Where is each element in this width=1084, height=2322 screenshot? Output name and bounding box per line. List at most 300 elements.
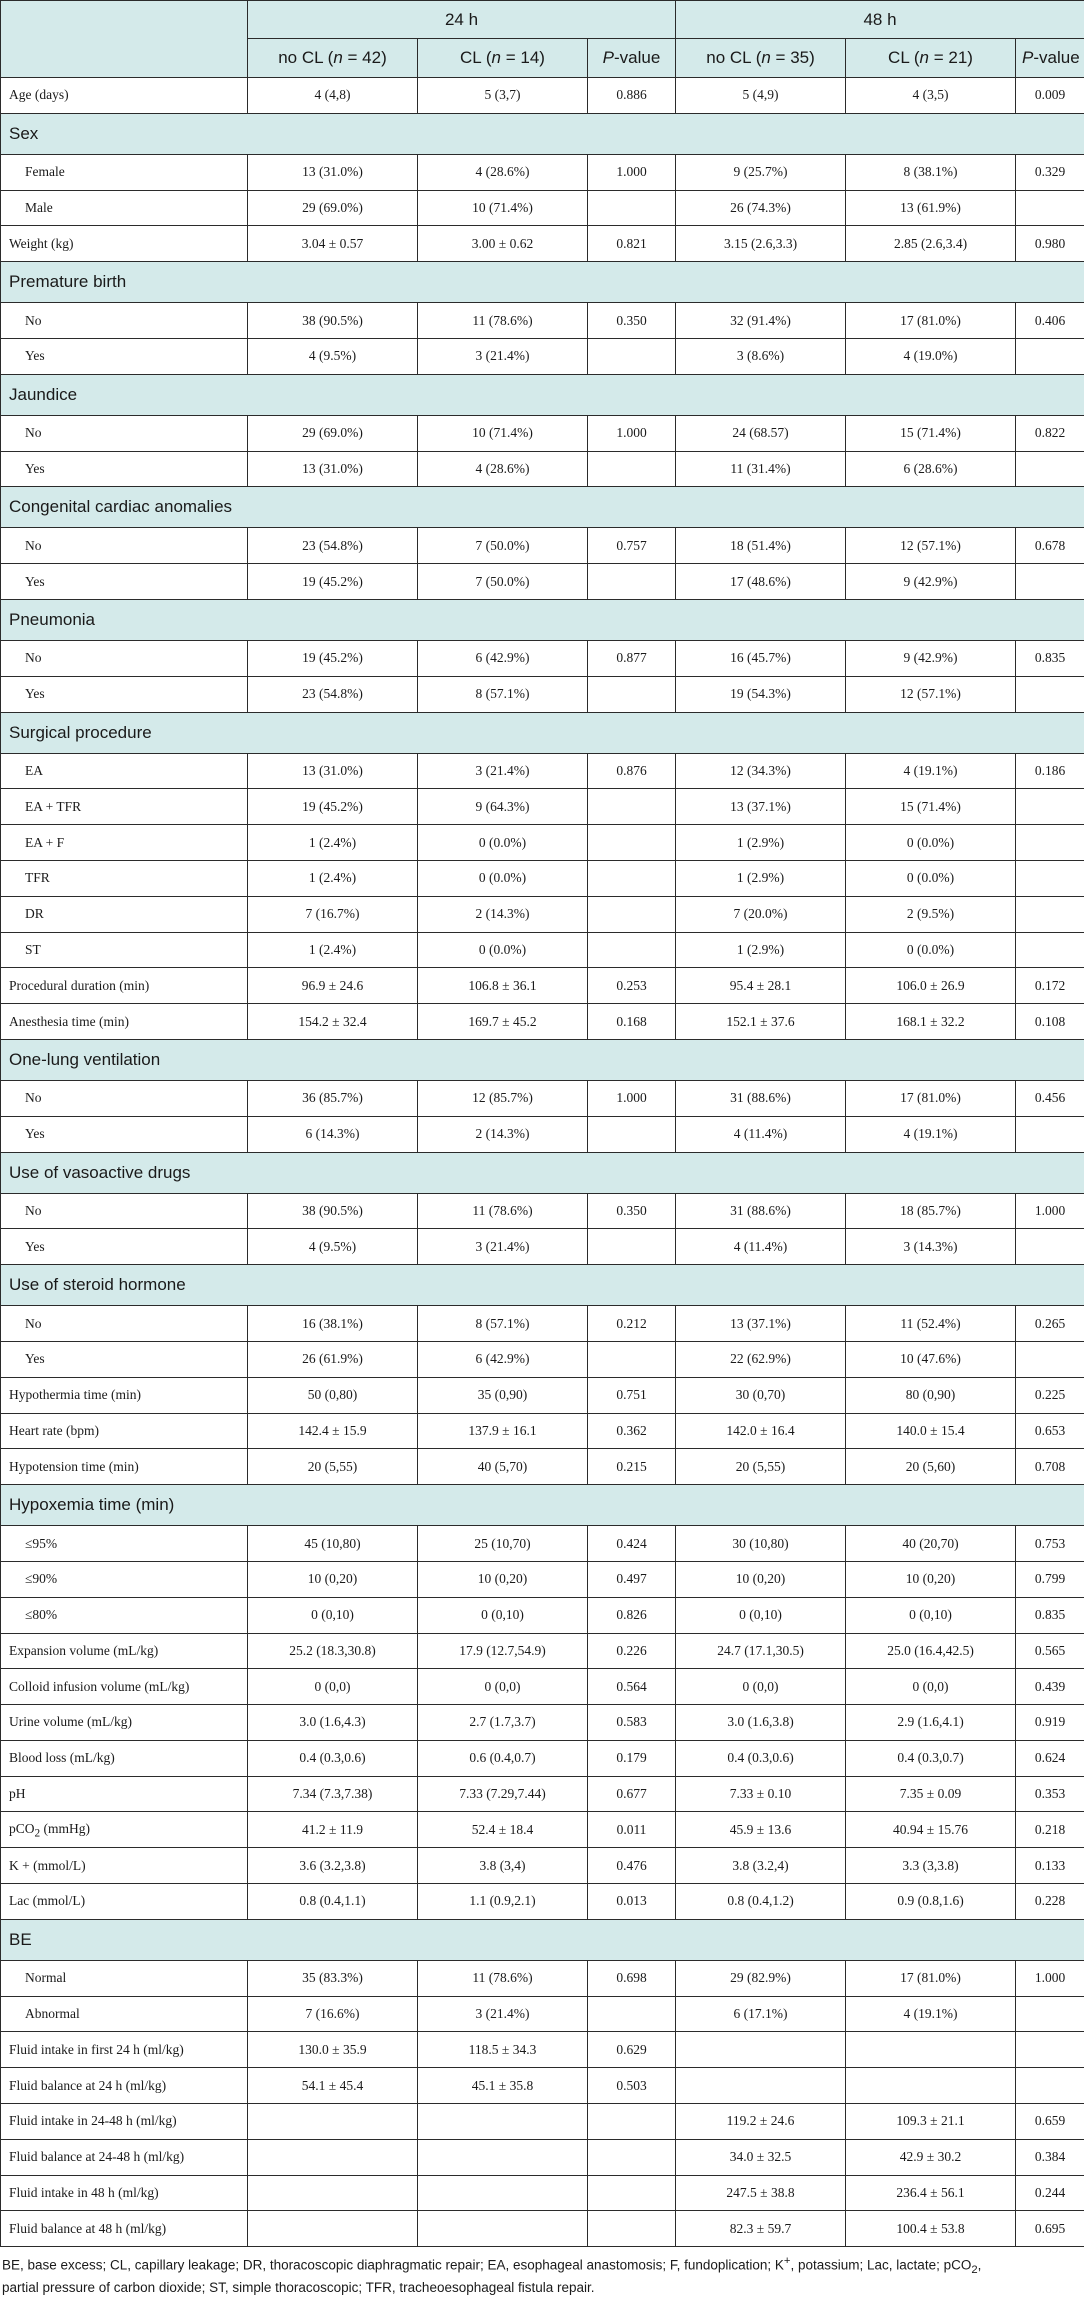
cell-value: 6 (17.1%) bbox=[676, 1996, 846, 2032]
cell-value: 7.33 (7.29,7.44) bbox=[418, 1776, 588, 1812]
row-label: Fluid intake in 48 h (ml/kg) bbox=[1, 2175, 248, 2211]
cell-value: 17 (81.0%) bbox=[846, 303, 1016, 339]
table-row bbox=[1, 1341, 1084, 1377]
table-row bbox=[1, 564, 1084, 600]
cell-value: 0.350 bbox=[588, 1193, 676, 1229]
cell-value bbox=[588, 2139, 676, 2175]
header-corner-cell bbox=[1, 1, 248, 78]
cell-value: 29 (69.0%) bbox=[248, 415, 418, 451]
cell-value: 2 (14.3%) bbox=[418, 1116, 588, 1152]
table-body bbox=[1, 78, 1084, 2247]
row-label: Hypotension time (min) bbox=[1, 1449, 248, 1485]
cell-value: 18 (85.7%) bbox=[846, 1193, 1016, 1229]
row-label: No bbox=[1, 415, 248, 451]
cell-value bbox=[588, 860, 676, 896]
cell-value: 1 (2.9%) bbox=[676, 860, 846, 896]
cell-value: 142.0 ± 16.4 bbox=[676, 1413, 846, 1449]
cell-value: 13 (61.9%) bbox=[846, 190, 1016, 226]
cell-value: 24 (68.57) bbox=[676, 415, 846, 451]
cell-value bbox=[846, 2032, 1016, 2068]
table-row bbox=[1, 1116, 1084, 1152]
cell-value: 8 (57.1%) bbox=[418, 676, 588, 712]
row-label: Female bbox=[1, 154, 248, 190]
cell-value: 0.228 bbox=[1016, 1884, 1084, 1920]
cell-value bbox=[1016, 1996, 1084, 2032]
cell-value: 23 (54.8%) bbox=[248, 528, 418, 564]
footnote-part-c: , bbox=[977, 2257, 982, 2273]
cell-value: 3 (21.4%) bbox=[418, 338, 588, 374]
footnote-sub: 2 bbox=[971, 2264, 978, 2277]
cell-value: 35 (0,90) bbox=[418, 1377, 588, 1413]
row-label: Expansion volume (mL/kg) bbox=[1, 1633, 248, 1669]
cell-value: 3 (21.4%) bbox=[418, 1996, 588, 2032]
cell-value: 16 (38.1%) bbox=[248, 1306, 418, 1342]
cell-value: 0.8 (0.4,1.2) bbox=[676, 1884, 846, 1920]
header-col-italic: n bbox=[491, 48, 501, 67]
cell-value bbox=[676, 2032, 846, 2068]
row-label: Lac (mmol/L) bbox=[1, 1884, 248, 1920]
cell-value: 4 (9.5%) bbox=[248, 338, 418, 374]
table-row bbox=[1, 2175, 1084, 2211]
row-label: No bbox=[1, 528, 248, 564]
cell-value: 13 (31.0%) bbox=[248, 753, 418, 789]
cell-value: 7.35 ± 0.09 bbox=[846, 1776, 1016, 1812]
cell-value: 40 (20,70) bbox=[846, 1526, 1016, 1562]
cell-value bbox=[418, 2175, 588, 2211]
cell-value: 0 (0.0%) bbox=[846, 825, 1016, 861]
cell-value: 3 (21.4%) bbox=[418, 1229, 588, 1265]
header-col-3 bbox=[676, 39, 846, 78]
cell-value: 0.677 bbox=[588, 1776, 676, 1812]
cell-value: 4 (19.1%) bbox=[846, 753, 1016, 789]
row-label: EA + TFR bbox=[1, 789, 248, 825]
cell-value: 2.7 (1.7,3.7) bbox=[418, 1705, 588, 1741]
cell-value: 106.0 ± 26.9 bbox=[846, 968, 1016, 1004]
row-label: No bbox=[1, 303, 248, 339]
table-row bbox=[1, 1561, 1084, 1597]
cell-value: 9 (42.9%) bbox=[846, 640, 1016, 676]
cell-value: 0.826 bbox=[588, 1597, 676, 1633]
cell-value: 10 (0,20) bbox=[676, 1561, 846, 1597]
cell-value: 0.503 bbox=[588, 2068, 676, 2104]
cell-value: 1 (2.4%) bbox=[248, 825, 418, 861]
row-label-text: pCO bbox=[9, 1820, 35, 1836]
cell-value: 11 (78.6%) bbox=[418, 1193, 588, 1229]
cell-value: 0 (0.0%) bbox=[418, 860, 588, 896]
cell-value: 4 (4,8) bbox=[248, 78, 418, 114]
cell-value: 0.168 bbox=[588, 1004, 676, 1040]
cell-value: 4 (28.6%) bbox=[418, 154, 588, 190]
section-label: Jaundice bbox=[1, 374, 1084, 415]
cell-value bbox=[1016, 1116, 1084, 1152]
row-label: Yes bbox=[1, 1229, 248, 1265]
cell-value: 0.757 bbox=[588, 528, 676, 564]
cell-value: 4 (19.1%) bbox=[846, 1996, 1016, 2032]
cell-value: 0.439 bbox=[1016, 1669, 1084, 1705]
row-label: No bbox=[1, 1193, 248, 1229]
section-row bbox=[1, 374, 1084, 415]
cell-value bbox=[1016, 825, 1084, 861]
table-row bbox=[1, 451, 1084, 487]
cell-value: 7 (50.0%) bbox=[418, 564, 588, 600]
table-row bbox=[1, 1449, 1084, 1485]
cell-value: 0.4 (0.3,0.6) bbox=[248, 1740, 418, 1776]
cell-value: 106.8 ± 36.1 bbox=[418, 968, 588, 1004]
header-col-pre: no CL ( bbox=[706, 48, 762, 67]
cell-value bbox=[418, 2139, 588, 2175]
table-row bbox=[1, 1960, 1084, 1996]
cell-value bbox=[1016, 2068, 1084, 2104]
cell-value: 19 (45.2%) bbox=[248, 789, 418, 825]
header-col-post: = 21) bbox=[929, 48, 973, 67]
header-col-5 bbox=[1016, 39, 1084, 78]
section-row bbox=[1, 1152, 1084, 1193]
cell-value: 0.013 bbox=[588, 1884, 676, 1920]
cell-value: 0.708 bbox=[1016, 1449, 1084, 1485]
cell-value: 29 (69.0%) bbox=[248, 190, 418, 226]
row-label: Fluid balance at 24-48 h (ml/kg) bbox=[1, 2139, 248, 2175]
cell-value: 0.179 bbox=[588, 1740, 676, 1776]
table-row bbox=[1, 2211, 1084, 2247]
cell-value: 0.226 bbox=[588, 1633, 676, 1669]
header-col-pre: CL ( bbox=[460, 48, 492, 67]
cell-value: 9 (42.9%) bbox=[846, 564, 1016, 600]
cell-value: 40.94 ± 15.76 bbox=[846, 1812, 1016, 1848]
cell-value: 1.000 bbox=[588, 154, 676, 190]
row-label: Hypothermia time (min) bbox=[1, 1377, 248, 1413]
cell-value: 10 (71.4%) bbox=[418, 190, 588, 226]
cell-value: 0.172 bbox=[1016, 968, 1084, 1004]
section-label: Sex bbox=[1, 113, 1084, 154]
cell-value: 3.00 ± 0.62 bbox=[418, 226, 588, 262]
cell-value: 0 (0,0) bbox=[418, 1669, 588, 1705]
row-label: No bbox=[1, 1306, 248, 1342]
cell-value bbox=[588, 825, 676, 861]
table-row bbox=[1, 1597, 1084, 1633]
cell-value bbox=[1016, 564, 1084, 600]
cell-value: 26 (74.3%) bbox=[676, 190, 846, 226]
row-label: EA bbox=[1, 753, 248, 789]
section-label: Use of vasoactive drugs bbox=[1, 1152, 1084, 1193]
cell-value: 1 (2.4%) bbox=[248, 860, 418, 896]
table-row bbox=[1, 1776, 1084, 1812]
cell-value: 12 (85.7%) bbox=[418, 1080, 588, 1116]
header-col-italic: n bbox=[919, 48, 930, 67]
cell-value bbox=[248, 2175, 418, 2211]
cell-value: 7 (50.0%) bbox=[418, 528, 588, 564]
header-col-2 bbox=[588, 39, 676, 78]
cell-value: 35 (83.3%) bbox=[248, 1960, 418, 1996]
cell-value: 42.9 ± 30.2 bbox=[846, 2139, 1016, 2175]
cell-value: 11 (78.6%) bbox=[418, 303, 588, 339]
cell-value: 10 (0,20) bbox=[248, 1561, 418, 1597]
cell-value: 0.8 (0.4,1.1) bbox=[248, 1884, 418, 1920]
cell-value: 0.497 bbox=[588, 1561, 676, 1597]
row-label: pH bbox=[1, 1776, 248, 1812]
row-label: Yes bbox=[1, 1116, 248, 1152]
section-row bbox=[1, 1485, 1084, 1526]
cell-value: 3.3 (3,3.8) bbox=[846, 1848, 1016, 1884]
row-label: Normal bbox=[1, 1960, 248, 1996]
cell-value: 0.244 bbox=[1016, 2175, 1084, 2211]
cell-value: 8 (38.1%) bbox=[846, 154, 1016, 190]
cell-value: 0.350 bbox=[588, 303, 676, 339]
cell-value: 152.1 ± 37.6 bbox=[676, 1004, 846, 1040]
cell-value: 4 (11.4%) bbox=[676, 1229, 846, 1265]
cell-value: 0.629 bbox=[588, 2032, 676, 2068]
section-row bbox=[1, 1919, 1084, 1960]
cell-value bbox=[846, 2068, 1016, 2104]
cell-value: 34.0 ± 32.5 bbox=[676, 2139, 846, 2175]
cell-value bbox=[1016, 1341, 1084, 1377]
cell-value: 45.1 ± 35.8 bbox=[418, 2068, 588, 2104]
cell-value: 7.33 ± 0.10 bbox=[676, 1776, 846, 1812]
cell-value: 52.4 ± 18.4 bbox=[418, 1812, 588, 1848]
table-row bbox=[1, 1193, 1084, 1229]
row-label: Yes bbox=[1, 1341, 248, 1377]
table-row bbox=[1, 789, 1084, 825]
cell-value bbox=[588, 564, 676, 600]
cell-value: 0.822 bbox=[1016, 415, 1084, 451]
cell-value: 0.835 bbox=[1016, 640, 1084, 676]
table-row bbox=[1, 1413, 1084, 1449]
cell-value: 3.04 ± 0.57 bbox=[248, 226, 418, 262]
cell-value: 7 (16.7%) bbox=[248, 896, 418, 932]
cell-value: 17 (81.0%) bbox=[846, 1080, 1016, 1116]
cell-value: 12 (57.1%) bbox=[846, 676, 1016, 712]
cell-value: 0.698 bbox=[588, 1960, 676, 1996]
cell-value: 0.225 bbox=[1016, 1377, 1084, 1413]
section-row bbox=[1, 1265, 1084, 1306]
row-label: DR bbox=[1, 896, 248, 932]
cell-value: 0 (0,10) bbox=[418, 1597, 588, 1633]
cell-value: 0.212 bbox=[588, 1306, 676, 1342]
cell-value: 19 (45.2%) bbox=[248, 640, 418, 676]
cell-value bbox=[248, 2139, 418, 2175]
cell-value: 17 (48.6%) bbox=[676, 564, 846, 600]
header-col-italic: n bbox=[761, 48, 771, 67]
cell-value: 140.0 ± 15.4 bbox=[846, 1413, 1016, 1449]
cell-value: 31 (88.6%) bbox=[676, 1193, 846, 1229]
cell-value: 0 (0,0) bbox=[676, 1669, 846, 1705]
cell-value: 95.4 ± 28.1 bbox=[676, 968, 846, 1004]
cell-value: 236.4 ± 56.1 bbox=[846, 2175, 1016, 2211]
cell-value: 0.353 bbox=[1016, 1776, 1084, 1812]
row-label: ST bbox=[1, 932, 248, 968]
cell-value: 0.011 bbox=[588, 1812, 676, 1848]
cell-value: 109.3 ± 21.1 bbox=[846, 2104, 1016, 2140]
row-label: No bbox=[1, 640, 248, 676]
section-label: Surgical procedure bbox=[1, 712, 1084, 753]
cell-value bbox=[1016, 2032, 1084, 2068]
cell-value: 31 (88.6%) bbox=[676, 1080, 846, 1116]
cell-value bbox=[588, 2104, 676, 2140]
table-row bbox=[1, 2139, 1084, 2175]
cell-value: 3 (21.4%) bbox=[418, 753, 588, 789]
table-row bbox=[1, 1080, 1084, 1116]
table-row bbox=[1, 1526, 1084, 1562]
cell-value: 3.0 (1.6,3.8) bbox=[676, 1705, 846, 1741]
cell-value: 1.000 bbox=[588, 1080, 676, 1116]
cell-value: 38 (90.5%) bbox=[248, 1193, 418, 1229]
cell-value: 4 (19.1%) bbox=[846, 1116, 1016, 1152]
cell-value: 23 (54.8%) bbox=[248, 676, 418, 712]
table-footnote bbox=[0, 2247, 1084, 2296]
table-row bbox=[1, 190, 1084, 226]
cell-value: 12 (34.3%) bbox=[676, 753, 846, 789]
cell-value bbox=[1016, 190, 1084, 226]
cell-value: 142.4 ± 15.9 bbox=[248, 1413, 418, 1449]
cell-value: 30 (10,80) bbox=[676, 1526, 846, 1562]
cell-value: 0.4 (0.3,0.7) bbox=[846, 1740, 1016, 1776]
cell-value: 5 (4,9) bbox=[676, 78, 846, 114]
cell-value: 18 (51.4%) bbox=[676, 528, 846, 564]
cell-value: 15 (71.4%) bbox=[846, 415, 1016, 451]
cell-value bbox=[418, 2211, 588, 2247]
cell-value: 3 (14.3%) bbox=[846, 1229, 1016, 1265]
cell-value: 9 (25.7%) bbox=[676, 154, 846, 190]
cell-value: 26 (61.9%) bbox=[248, 1341, 418, 1377]
cell-value bbox=[1016, 932, 1084, 968]
table-row bbox=[1, 1740, 1084, 1776]
cell-value: 13 (31.0%) bbox=[248, 451, 418, 487]
table-row bbox=[1, 1633, 1084, 1669]
row-label: Age (days) bbox=[1, 78, 248, 114]
cell-value: 40 (5,70) bbox=[418, 1449, 588, 1485]
cell-value: 7 (16.6%) bbox=[248, 1996, 418, 2032]
table-row bbox=[1, 1996, 1084, 2032]
cell-value: 0.384 bbox=[1016, 2139, 1084, 2175]
cell-value: 4 (11.4%) bbox=[676, 1116, 846, 1152]
cell-value: 38 (90.5%) bbox=[248, 303, 418, 339]
cell-value: 4 (19.0%) bbox=[846, 338, 1016, 374]
cell-value: 9 (64.3%) bbox=[418, 789, 588, 825]
cell-value bbox=[588, 338, 676, 374]
cell-value: 0.9 (0.8,1.6) bbox=[846, 1884, 1016, 1920]
cell-value: 0.133 bbox=[1016, 1848, 1084, 1884]
cell-value bbox=[588, 190, 676, 226]
section-label: Pneumonia bbox=[1, 599, 1084, 640]
table-row bbox=[1, 1848, 1084, 1884]
row-label: K + (mmol/L) bbox=[1, 1848, 248, 1884]
cell-value bbox=[1016, 451, 1084, 487]
table-row bbox=[1, 640, 1084, 676]
cell-value: 25 (10,70) bbox=[418, 1526, 588, 1562]
table-row bbox=[1, 528, 1084, 564]
cell-value bbox=[1016, 1229, 1084, 1265]
header-col-post: = 35) bbox=[770, 48, 815, 67]
cell-value: 41.2 ± 11.9 bbox=[248, 1812, 418, 1848]
table-row bbox=[1, 154, 1084, 190]
cell-value bbox=[1016, 676, 1084, 712]
cell-value bbox=[588, 932, 676, 968]
cell-value: 0.821 bbox=[588, 226, 676, 262]
cell-value: 0.678 bbox=[1016, 528, 1084, 564]
table-row bbox=[1, 676, 1084, 712]
cell-value bbox=[588, 676, 676, 712]
cell-value: 54.1 ± 45.4 bbox=[248, 2068, 418, 2104]
cell-value: 0.253 bbox=[588, 968, 676, 1004]
table-row bbox=[1, 968, 1084, 1004]
section-row bbox=[1, 1039, 1084, 1080]
row-label: ≤90% bbox=[1, 1561, 248, 1597]
cell-value: 30 (0,70) bbox=[676, 1377, 846, 1413]
cell-value bbox=[1016, 860, 1084, 896]
cell-value: 154.2 ± 32.4 bbox=[248, 1004, 418, 1040]
table-row bbox=[1, 338, 1084, 374]
row-label-subscript: 2 bbox=[34, 1827, 41, 1840]
cell-value: 20 (5,55) bbox=[248, 1449, 418, 1485]
row-label: Male bbox=[1, 190, 248, 226]
cell-value: 0.876 bbox=[588, 753, 676, 789]
cell-value: 6 (28.6%) bbox=[846, 451, 1016, 487]
cell-value: 0.565 bbox=[1016, 1633, 1084, 1669]
cell-value: 11 (78.6%) bbox=[418, 1960, 588, 1996]
row-label: Yes bbox=[1, 338, 248, 374]
cell-value: 0.877 bbox=[588, 640, 676, 676]
cell-value: 20 (5,55) bbox=[676, 1449, 846, 1485]
cell-value: 1 (2.9%) bbox=[676, 825, 846, 861]
header-col-italic: n bbox=[333, 48, 343, 67]
cell-value bbox=[588, 1341, 676, 1377]
cell-value: 13 (31.0%) bbox=[248, 154, 418, 190]
row-label-text: (mmHg) bbox=[40, 1820, 91, 1836]
header-col-1 bbox=[418, 39, 588, 78]
table-row bbox=[1, 415, 1084, 451]
cell-value: 16 (45.7%) bbox=[676, 640, 846, 676]
table-row bbox=[1, 1884, 1084, 1920]
cell-value: 0 (0,0) bbox=[248, 1669, 418, 1705]
cell-value bbox=[588, 789, 676, 825]
cell-value: 10 (0,20) bbox=[418, 1561, 588, 1597]
cell-value: 5 (3,7) bbox=[418, 78, 588, 114]
row-label: Yes bbox=[1, 451, 248, 487]
cell-value: 0.406 bbox=[1016, 303, 1084, 339]
header-col-post: -value bbox=[1033, 48, 1080, 67]
table-row bbox=[1, 226, 1084, 262]
cell-value: 1.1 (0.9,2.1) bbox=[418, 1884, 588, 1920]
section-label: BE bbox=[1, 1919, 1084, 1960]
row-label: Blood loss (mL/kg) bbox=[1, 1740, 248, 1776]
header-col-pre: CL ( bbox=[888, 48, 920, 67]
cell-value: 1 (2.4%) bbox=[248, 932, 418, 968]
footnote-line2: partial pressure of carbon dioxide; ST, simple thoracoscopic; TFR, tracheoesophageal fistula repair. bbox=[2, 2280, 595, 2296]
cell-value bbox=[588, 1229, 676, 1265]
cell-value: 1 (2.9%) bbox=[676, 932, 846, 968]
cell-value: 32 (91.4%) bbox=[676, 303, 846, 339]
cell-value bbox=[588, 896, 676, 932]
cell-value: 0.009 bbox=[1016, 78, 1084, 114]
cell-value: 50 (0,80) bbox=[248, 1377, 418, 1413]
cell-value: 168.1 ± 32.2 bbox=[846, 1004, 1016, 1040]
cell-value: 118.5 ± 34.3 bbox=[418, 2032, 588, 2068]
cell-value: 0 (0.0%) bbox=[846, 932, 1016, 968]
row-label: Procedural duration (min) bbox=[1, 968, 248, 1004]
section-row bbox=[1, 113, 1084, 154]
table-row bbox=[1, 1306, 1084, 1342]
header-col-pre: no CL ( bbox=[278, 48, 334, 67]
table-row bbox=[1, 1229, 1084, 1265]
section-label: Congenital cardiac anomalies bbox=[1, 487, 1084, 528]
cell-value: 0.799 bbox=[1016, 1561, 1084, 1597]
cell-value: 0.215 bbox=[588, 1449, 676, 1485]
cell-value bbox=[1016, 896, 1084, 932]
row-label: Yes bbox=[1, 676, 248, 712]
cell-value: 0.659 bbox=[1016, 2104, 1084, 2140]
cell-value: 6 (14.3%) bbox=[248, 1116, 418, 1152]
cell-value: 7 (20.0%) bbox=[676, 896, 846, 932]
cell-value: 10 (0,20) bbox=[846, 1561, 1016, 1597]
